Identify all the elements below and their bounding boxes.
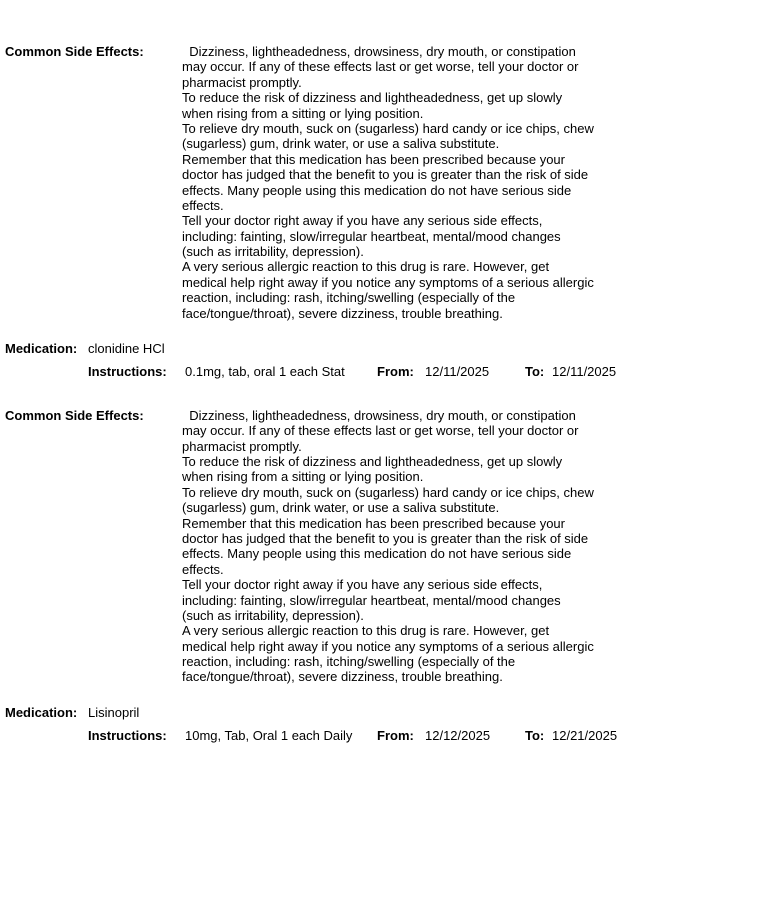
from-date: 12/12/2025	[425, 728, 491, 744]
to-label: To:	[525, 364, 545, 380]
side-effects-line: medical help right away if you notice any symptoms of a serious allergic	[182, 274, 594, 290]
side-effects-line: doctor has judged that the benefit to you is greater than the risk of side	[182, 530, 589, 546]
medication-label: Medication:	[5, 341, 78, 357]
side-effects-line: To relieve dry mouth, suck on (sugarless) hard candy or ice chips, chew	[182, 120, 594, 136]
side-effects-line: when rising from a sitting or lying position.	[182, 469, 424, 485]
side-effects-label: Common Side Effects:	[5, 44, 144, 59]
to-date: 12/11/2025	[552, 364, 617, 380]
from-label: From:	[377, 728, 414, 744]
to-date: 12/21/2025	[552, 728, 618, 744]
side-effects-line: To relieve dry mouth, suck on (sugarless) hard candy or ice chips, chew	[182, 484, 594, 500]
medication-report-page	[0, 44, 768, 908]
indent-spacer	[0, 364, 88, 379]
side-effects-text	[182, 44, 768, 321]
side-effects-line: A very serious allergic reaction to this drug is rare. However, get	[182, 259, 550, 275]
side-effects-line: reaction, including: rash, itching/swelling (especially of the	[182, 290, 516, 306]
side-effects-line: (sugarless) gum, drink water, or use a saliva substitute.	[182, 500, 500, 516]
side-effects-line: doctor has judged that the benefit to you is greater than the risk of side	[182, 167, 589, 183]
side-effects-section	[0, 408, 768, 685]
side-effects-line: Remember that this medication has been prescribed because your	[182, 515, 565, 531]
medication-label: Medication:	[5, 704, 78, 720]
side-effects-line: pharmacist promptly.	[182, 438, 302, 454]
medication-name: Lisinopril	[88, 704, 140, 720]
side-effects-line: reaction, including: rash, itching/swelling (especially of the	[182, 654, 516, 670]
instructions-row	[0, 728, 768, 743]
side-effects-line: To reduce the risk of dizziness and lightheadedness, get up slowly	[182, 90, 563, 106]
medication-row	[0, 705, 768, 720]
side-effects-line: (such as irritability, depression).	[182, 607, 364, 623]
instructions-value: 0.1mg, tab, oral 1 each Stat	[185, 364, 345, 380]
side-effects-line: effects.	[182, 561, 224, 577]
to-label: To:	[525, 728, 545, 744]
side-effects-line: effects.	[182, 197, 224, 213]
side-effects-line: Dizziness, lightheadedness, drowsiness, dry mouth, or constipation	[182, 44, 576, 59]
side-effects-line: Tell your doctor right away if you have any serious side effects,	[182, 213, 543, 229]
from-date: 12/11/2025	[425, 364, 490, 380]
instructions-row	[0, 364, 768, 379]
medication-block	[0, 408, 768, 744]
side-effects-line: including: fainting, slow/irregular heartbeat, mental/mood changes	[182, 228, 561, 244]
side-effects-line: including: fainting, slow/irregular heartbeat, mental/mood changes	[182, 592, 561, 608]
side-effects-line: effects. Many people using this medication do not have serious side	[182, 546, 572, 562]
side-effects-text	[182, 408, 768, 685]
instructions-label: Instructions:	[88, 728, 167, 744]
side-effects-line: (such as irritability, depression).	[182, 244, 364, 260]
side-effects-line: To reduce the risk of dizziness and lightheadedness, get up slowly	[182, 454, 563, 470]
side-effects-line: may occur. If any of these effects last or get worse, tell your doctor or	[182, 423, 579, 439]
side-effects-line: when rising from a sitting or lying position.	[182, 105, 424, 121]
instructions-value: 10mg, Tab, Oral 1 each Daily	[185, 728, 353, 744]
instructions-label: Instructions:	[88, 364, 167, 380]
side-effects-section	[0, 44, 768, 321]
medication-block	[0, 44, 768, 380]
side-effects-line: Tell your doctor right away if you have any serious side effects,	[182, 577, 543, 593]
side-effects-line: pharmacist promptly.	[182, 74, 302, 90]
side-effects-line: face/tongue/throat), severe dizziness, trouble breathing.	[182, 305, 503, 321]
from-label: From:	[377, 364, 414, 380]
side-effects-line: face/tongue/throat), severe dizziness, trouble breathing.	[182, 669, 503, 685]
side-effects-line: effects. Many people using this medication do not have serious side	[182, 182, 572, 198]
side-effects-label: Common Side Effects:	[5, 407, 144, 423]
side-effects-line: Dizziness, lightheadedness, drowsiness, dry mouth, or constipation	[182, 407, 576, 423]
side-effects-line: medical help right away if you notice any symptoms of a serious allergic	[182, 638, 594, 654]
side-effects-line: (sugarless) gum, drink water, or use a saliva substitute.	[182, 136, 500, 152]
medication-name: clonidine HCl	[88, 341, 165, 357]
indent-spacer	[0, 728, 88, 743]
side-effects-line: Remember that this medication has been prescribed because your	[182, 151, 565, 167]
medication-row	[0, 341, 768, 356]
side-effects-line: A very serious allergic reaction to this drug is rare. However, get	[182, 623, 550, 639]
side-effects-line: may occur. If any of these effects last or get worse, tell your doctor or	[182, 59, 579, 75]
